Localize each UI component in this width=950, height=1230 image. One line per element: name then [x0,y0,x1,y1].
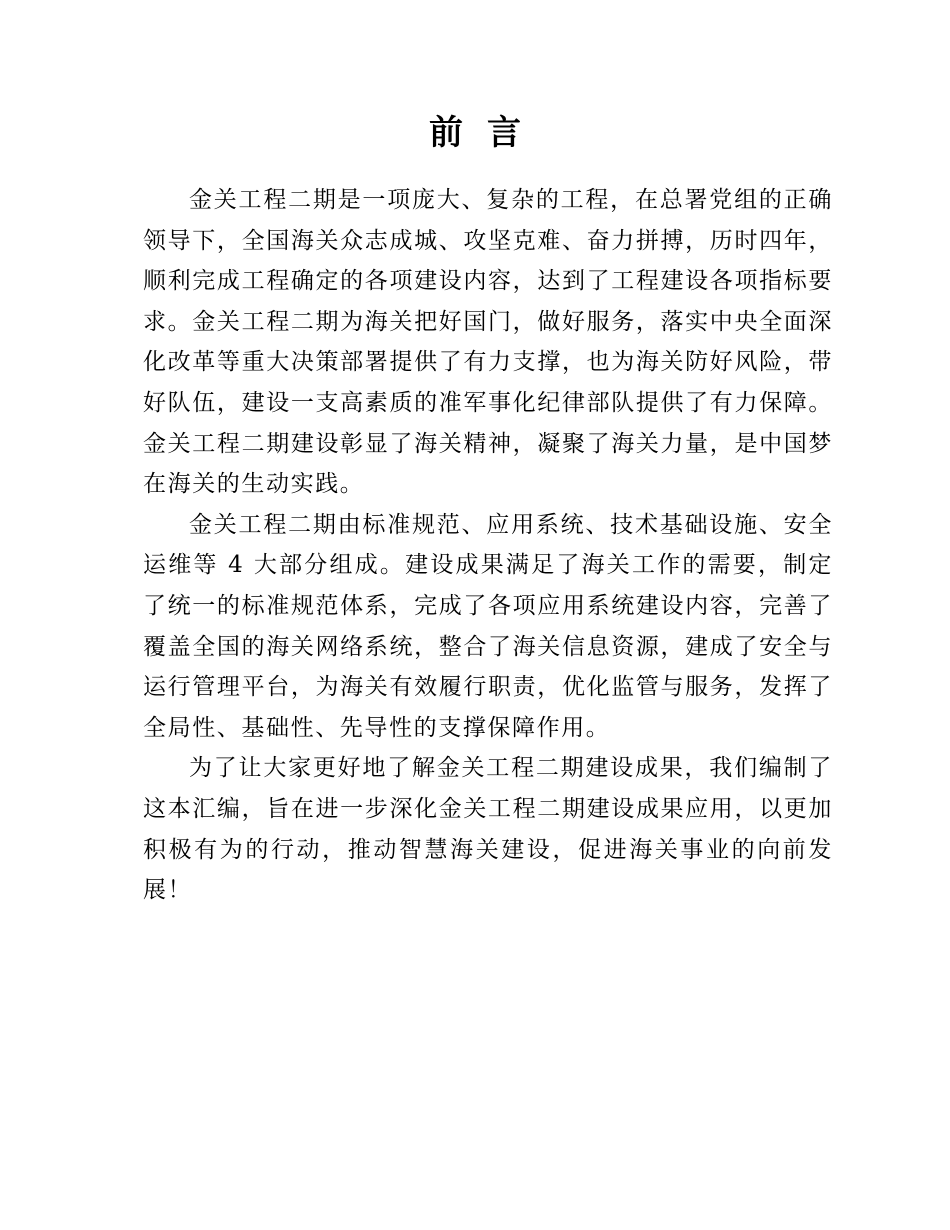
page-title [0,108,950,158]
paragraph-2: 金关工程二期由标准规范、应用系统、技术基础设施、安全运维等 4 大部分组成。建设成果满足了海关工作的需要，制定了统一的标准规范体系，完成了各项应用系统建设内容，完善了覆盖全国的海关网络系统，整合了海关信息资源，建成了安全与运行管理平台，为海关有效履行职责，优化监管与服务，发挥了全局性、基础性、先导性的支撑保障作用。 [143,511,833,741]
preface-body [143,180,833,911]
title-char: 言 [487,113,521,153]
paragraph-1: 金关工程二期是一项庞大、复杂的工程，在总署党组的正确领导下，全国海关众志成城、攻坚克难、奋力拼搏，历时四年，顺利完成工程确定的各项建设内容，达到了工程建设各项指标要求。金关工程二期为海关把好国门，做好服务，落实中央全面深化改革等重大决策部署提供了有力支撑，也为海关防好风险，带好队伍，建设一支高素质的准军事化纪律部队提供了有力保障。金关工程二期建设彰显了海关精神，凝聚了海关力量，是中国梦在海关的生动实践。 [143,187,833,498]
paragraph-3: 为了让大家更好地了解金关工程二期建设成果，我们编制了这本汇编，旨在进一步深化金关工程二期建设成果应用，以更加积极有为的行动，推动智慧海关建设，促进海关事业的向前发展！ [143,755,833,904]
title-char: 前 [429,113,463,153]
